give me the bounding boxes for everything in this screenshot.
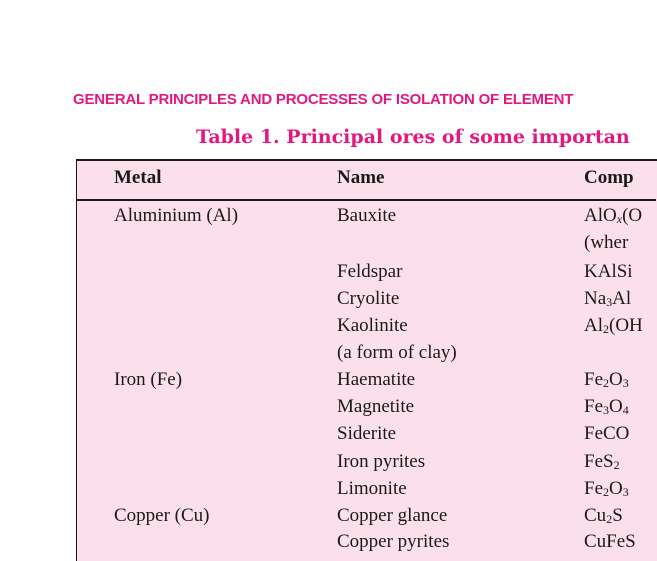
- cell-composition: KAlSi: [584, 261, 633, 282]
- cell-metal: Copper (Cu): [114, 505, 210, 526]
- table-title: Table 1. Principal ores of some importan: [196, 126, 630, 148]
- cell-ore-name: Feldspar: [337, 261, 403, 282]
- column-header-composition: Comp: [584, 167, 634, 188]
- cell-composition: $Fe_3O_4$: [584, 396, 629, 417]
- cell-composition: $Cu_2S$: [584, 505, 623, 526]
- running-head: GENERAL PRINCIPLES AND PROCESSES OF ISOLATION OF ELEMENT: [73, 91, 574, 108]
- cell-metal: Aluminium (Al): [114, 205, 239, 226]
- cell-ore-name: Kaolinite: [337, 315, 408, 336]
- column-header-name: Name: [337, 167, 385, 188]
- cell-ore-name: Siderite: [337, 423, 397, 444]
- cell-ore-name: Copper pyrites: [337, 531, 450, 552]
- cell-composition: CuFeS: [584, 531, 636, 552]
- cell-composition: $Al_2(OH$: [584, 315, 643, 336]
- column-header-metal: Metal: [114, 167, 162, 188]
- cell-composition: $Na_3Al$: [584, 288, 632, 309]
- cell-composition: FeS$_2$: [584, 451, 620, 472]
- cell-ore-name: Iron pyrites: [337, 451, 426, 472]
- cell-composition: FeCO: [584, 423, 630, 444]
- cell-ore-name: Copper glance: [337, 505, 448, 526]
- cell-metal: Iron (Fe): [114, 369, 183, 390]
- cell-ore-name: Haematite: [337, 369, 416, 390]
- cell-ore-name: Cryolite: [337, 288, 400, 309]
- cell-ore-name-note: (a form of clay): [337, 342, 457, 363]
- header-rule: [76, 199, 656, 201]
- cell-composition: AlO$_x$(O: [584, 205, 643, 226]
- cell-ore-name: Magnetite: [337, 396, 415, 417]
- cell-ore-name: Limonite: [337, 478, 407, 499]
- cell-composition: $Fe_2O_3$: [584, 369, 629, 390]
- cell-composition: $Fe_2O_3$: [584, 478, 629, 499]
- cell-ore-name: Bauxite: [337, 205, 397, 226]
- cell-composition: (wher: [584, 232, 629, 253]
